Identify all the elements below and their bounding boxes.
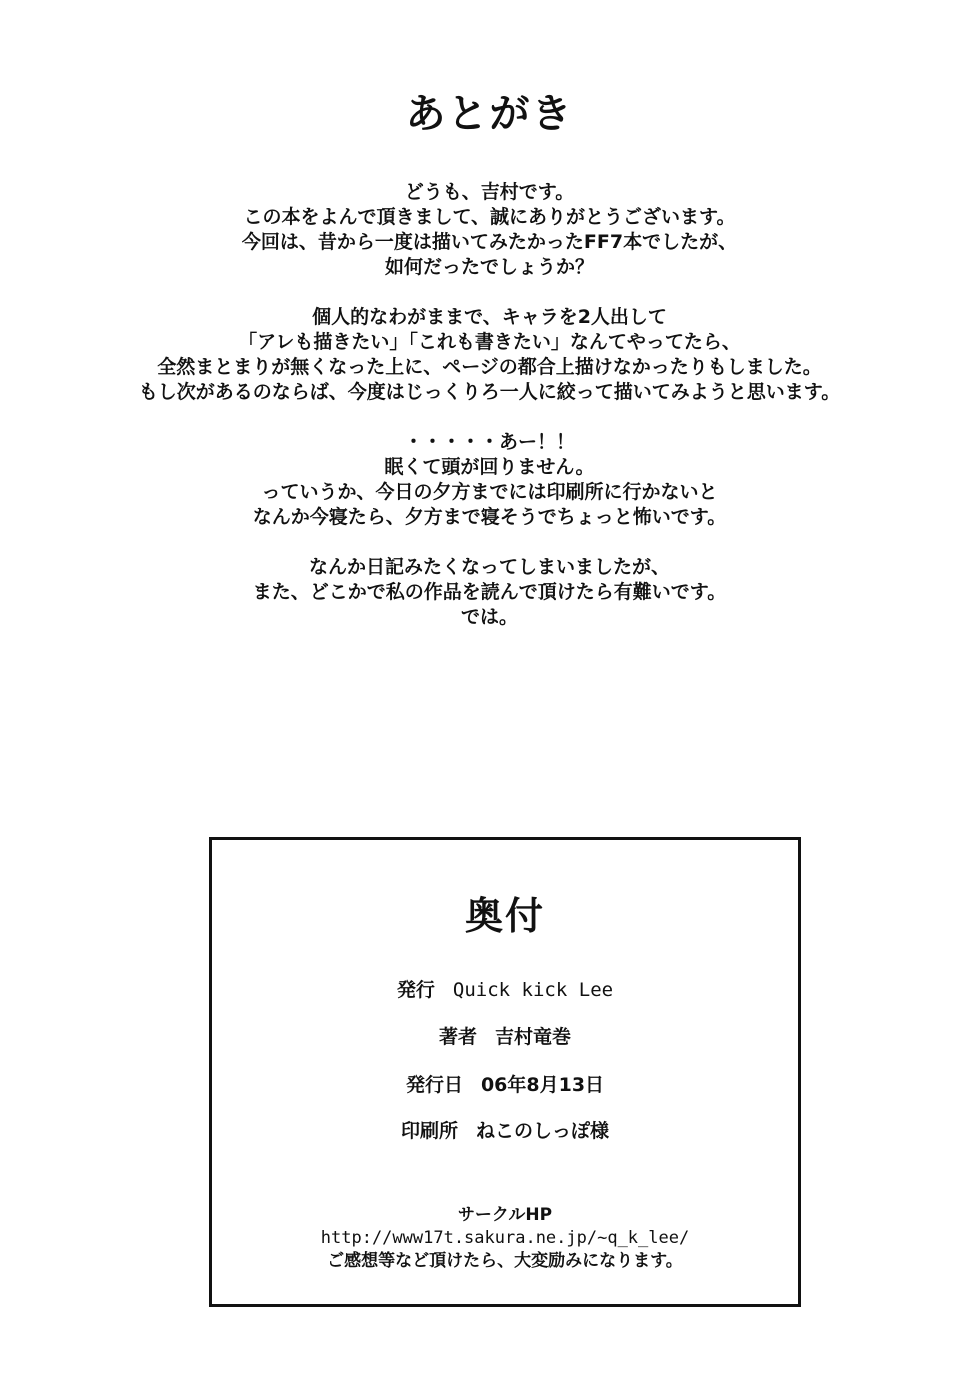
publisher-value: Quick kick Lee xyxy=(452,979,614,1001)
publisher-label: 発行 xyxy=(396,979,435,1001)
colophon-printer-row xyxy=(212,1116,798,1143)
afterword-line: では。 xyxy=(460,606,518,628)
afterword-body xyxy=(60,180,919,655)
colophon-publisher-row xyxy=(212,975,798,1002)
afterword-paragraph xyxy=(60,555,919,630)
afterword-line: もし次があるのならば、今度はじっくりろ一人に絞って描いてみようと思います。 xyxy=(138,381,841,403)
afterword-line: 今回は、昔から一度は描いてみたかったFF7本でしたが、 xyxy=(241,231,738,253)
afterword-line: 「アレも描きたい」「これも書きたい」なんてやってたら、 xyxy=(238,331,741,353)
colophon-date-row xyxy=(212,1070,798,1097)
circle-info xyxy=(212,1204,798,1273)
colophon-box xyxy=(209,837,801,1307)
afterword-paragraph xyxy=(60,180,919,280)
circle-hp-url: http://www17t.sakura.ne.jp/~q_k_lee/ xyxy=(320,1228,690,1248)
afterword-line: 全然まとまりが無くなった上に、ページの都合上描けなかったりもしました。 xyxy=(157,356,822,378)
afterword-title: あとがき xyxy=(405,91,574,137)
author-label: 著者 xyxy=(438,1026,477,1048)
afterword-line: 如何だったでしょうか？ xyxy=(384,256,594,278)
author-value: 吉村竜巻 xyxy=(495,1026,572,1048)
date-label: 発行日 xyxy=(405,1074,463,1096)
circle-hp-label: サークルHP xyxy=(457,1205,553,1225)
afterword-line: この本をよんで頂きまして、誠にありがとうございます。 xyxy=(243,206,736,228)
afterword-line: っていうか、今日の夕方までには印刷所に行かないと xyxy=(261,481,718,503)
date-value: 06年8月13日 xyxy=(480,1074,605,1096)
afterword-line: 眠くて頭が回りません。 xyxy=(384,456,595,478)
printer-label: 印刷所 xyxy=(400,1120,458,1142)
afterword-line: なんか今寝たら、夕方まで寝そうでちょっと怖いです。 xyxy=(252,506,727,528)
colophon-author-row xyxy=(212,1022,798,1049)
closing-message: ご感想等など頂けたら、大変励みになります。 xyxy=(327,1251,683,1271)
afterword-line: なんか日記みたくなってしまいましたが、 xyxy=(308,556,670,578)
colophon-title: 奥付 xyxy=(464,894,545,938)
afterword-line: 個人的なわがままで、キャラを2人出して xyxy=(312,306,667,328)
printer-value: ねこのしっぽ様 xyxy=(476,1120,610,1142)
afterword-line: どうも、吉村です。 xyxy=(404,181,575,203)
afterword-line: ・・・・・あー！！ xyxy=(403,431,575,453)
afterword-line: また、どこかで私の作品を読んで頂けたら有難いです。 xyxy=(252,581,727,603)
afterword-paragraph xyxy=(60,430,919,530)
afterword-paragraph xyxy=(60,305,919,405)
